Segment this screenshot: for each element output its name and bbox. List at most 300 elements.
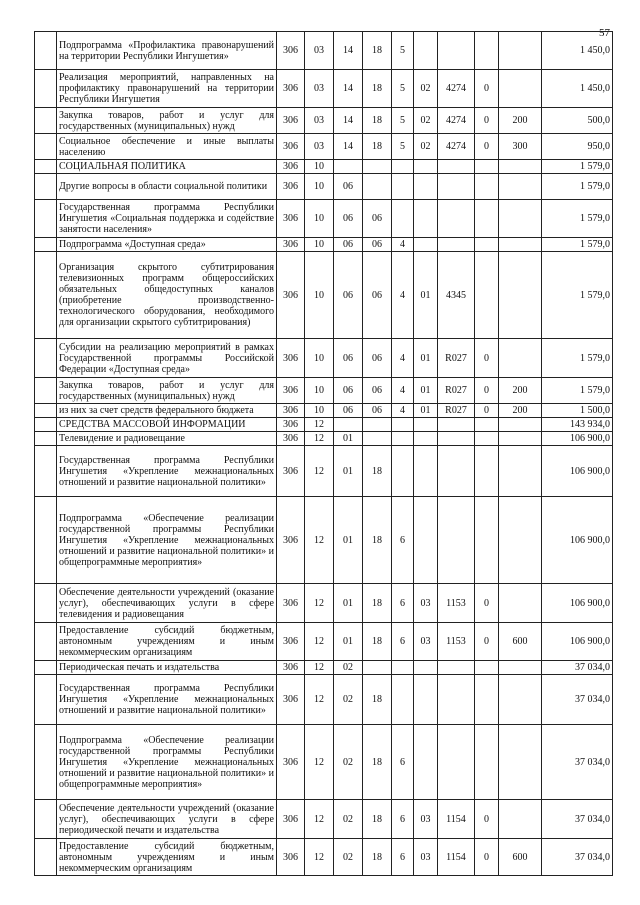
cell-sum: 37 034,0 (542, 661, 613, 675)
cell-pp: 5 (392, 70, 414, 108)
cell-vr (499, 339, 542, 378)
cell-pr: 02 (334, 800, 363, 839)
cell-vr (499, 800, 542, 839)
cell-dir: R027 (438, 378, 475, 404)
cell-vr (499, 160, 542, 174)
cell-ved: 306 (277, 200, 305, 238)
cell-pr: 06 (334, 200, 363, 238)
cell-pr: 01 (334, 623, 363, 661)
row-margin-cell (35, 584, 57, 623)
cell-name: Государственная программа Республики Ингушетия «Укрепление межнациональных отношений и развитие национальной политики» (57, 675, 277, 725)
cell-ved: 306 (277, 839, 305, 876)
cell-idx: 0 (475, 584, 499, 623)
cell-pr: 06 (334, 174, 363, 200)
cell-vr (499, 584, 542, 623)
cell-om: 01 (414, 404, 438, 418)
cell-vr (499, 70, 542, 108)
cell-pp (392, 446, 414, 497)
cell-dir: R027 (438, 339, 475, 378)
cell-vr: 200 (499, 108, 542, 134)
cell-om (414, 200, 438, 238)
cell-dir: 1153 (438, 584, 475, 623)
cell-pp: 4 (392, 238, 414, 252)
row-margin-cell (35, 174, 57, 200)
cell-name: Закупка товаров, работ и услуг для государственных (муниципальных) нужд (57, 108, 277, 134)
cell-dir: R027 (438, 404, 475, 418)
cell-rz: 12 (305, 839, 334, 876)
cell-vr (499, 32, 542, 70)
cell-pp (392, 661, 414, 675)
cell-name: Предоставление субсидий бюджетным, автономным учреждениям и иным некоммерческим организациям (57, 839, 277, 876)
cell-ved: 306 (277, 584, 305, 623)
cell-pr: 06 (334, 339, 363, 378)
cell-pp: 6 (392, 497, 414, 584)
cell-pp: 6 (392, 623, 414, 661)
cell-name: Обеспечение деятельности учреждений (оказание услуг), обеспечивающих услуги в сфере телевидения и радиовещания (57, 584, 277, 623)
table-row (35, 623, 613, 661)
cell-ved: 306 (277, 432, 305, 446)
cell-idx: 0 (475, 134, 499, 160)
cell-gp: 18 (363, 32, 392, 70)
cell-ved: 306 (277, 404, 305, 418)
cell-sum: 500,0 (542, 108, 613, 134)
cell-pr: 01 (334, 497, 363, 584)
row-margin-cell (35, 200, 57, 238)
cell-rz: 03 (305, 108, 334, 134)
cell-om (414, 160, 438, 174)
cell-dir: 1154 (438, 800, 475, 839)
row-margin-cell (35, 108, 57, 134)
cell-vr (499, 446, 542, 497)
table-row (35, 404, 613, 418)
cell-rz: 10 (305, 378, 334, 404)
cell-gp: 18 (363, 839, 392, 876)
cell-gp: 18 (363, 108, 392, 134)
cell-gp: 18 (363, 446, 392, 497)
cell-rz: 03 (305, 134, 334, 160)
cell-pr: 01 (334, 584, 363, 623)
cell-pp: 5 (392, 32, 414, 70)
cell-dir: 4274 (438, 108, 475, 134)
cell-dir (438, 418, 475, 432)
row-margin-cell (35, 378, 57, 404)
cell-dir (438, 200, 475, 238)
cell-dir (438, 725, 475, 800)
cell-pp: 6 (392, 800, 414, 839)
cell-om: 02 (414, 70, 438, 108)
cell-sum: 37 034,0 (542, 800, 613, 839)
cell-pp: 6 (392, 584, 414, 623)
cell-rz: 12 (305, 800, 334, 839)
cell-dir (438, 160, 475, 174)
cell-sum: 950,0 (542, 134, 613, 160)
cell-pp (392, 160, 414, 174)
cell-name: Государственная программа Республики Ингушетия «Укрепление межнациональных отношений и развитие национальной политики» (57, 446, 277, 497)
cell-om: 03 (414, 584, 438, 623)
cell-idx (475, 32, 499, 70)
cell-sum: 106 900,0 (542, 584, 613, 623)
cell-name: Субсидии на реализацию мероприятий в рамках Государственной программы Российской Федерации «Доступная среда» (57, 339, 277, 378)
cell-pp (392, 432, 414, 446)
cell-pp: 5 (392, 134, 414, 160)
cell-idx: 0 (475, 404, 499, 418)
cell-vr (499, 200, 542, 238)
cell-om (414, 238, 438, 252)
cell-om: 01 (414, 339, 438, 378)
cell-om (414, 446, 438, 497)
cell-rz: 10 (305, 252, 334, 339)
cell-ved: 306 (277, 238, 305, 252)
cell-name: из них за счет средств федерального бюджета (57, 404, 277, 418)
cell-sum: 37 034,0 (542, 725, 613, 800)
cell-gp: 06 (363, 252, 392, 339)
cell-idx (475, 200, 499, 238)
cell-pr: 02 (334, 725, 363, 800)
cell-pp: 4 (392, 378, 414, 404)
row-margin-cell (35, 160, 57, 174)
cell-idx (475, 252, 499, 339)
cell-sum: 1 579,0 (542, 160, 613, 174)
table-row (35, 800, 613, 839)
cell-vr: 300 (499, 134, 542, 160)
cell-idx (475, 174, 499, 200)
cell-ved: 306 (277, 108, 305, 134)
cell-gp: 18 (363, 584, 392, 623)
table-row (35, 238, 613, 252)
cell-sum: 1 579,0 (542, 238, 613, 252)
cell-gp: 18 (363, 675, 392, 725)
row-margin-cell (35, 134, 57, 160)
cell-ved: 306 (277, 160, 305, 174)
table-row (35, 339, 613, 378)
cell-ved: 306 (277, 70, 305, 108)
cell-vr (499, 252, 542, 339)
row-margin-cell (35, 418, 57, 432)
cell-idx (475, 238, 499, 252)
cell-rz: 10 (305, 160, 334, 174)
cell-name: Телевидение и радиовещание (57, 432, 277, 446)
cell-om (414, 661, 438, 675)
row-margin-cell (35, 432, 57, 446)
cell-dir: 1153 (438, 623, 475, 661)
page-number: 57 (599, 27, 610, 39)
cell-rz: 03 (305, 70, 334, 108)
table-row (35, 725, 613, 800)
cell-pr (334, 160, 363, 174)
cell-sum: 1 579,0 (542, 339, 613, 378)
row-margin-cell (35, 661, 57, 675)
row-margin-cell (35, 70, 57, 108)
cell-vr: 200 (499, 378, 542, 404)
cell-om: 01 (414, 252, 438, 339)
cell-idx (475, 661, 499, 675)
cell-pp: 4 (392, 404, 414, 418)
cell-pr (334, 418, 363, 432)
cell-name: Подпрограмма «Доступная среда» (57, 238, 277, 252)
cell-idx: 0 (475, 70, 499, 108)
table-row (35, 160, 613, 174)
table-row (35, 432, 613, 446)
cell-vr: 600 (499, 839, 542, 876)
cell-pp: 6 (392, 725, 414, 800)
cell-gp: 18 (363, 134, 392, 160)
cell-vr (499, 418, 542, 432)
table-row (35, 108, 613, 134)
row-margin-cell (35, 404, 57, 418)
cell-sum: 106 900,0 (542, 446, 613, 497)
cell-idx: 0 (475, 339, 499, 378)
cell-ved: 306 (277, 339, 305, 378)
cell-name: Организация скрытого субтитрирования телевизионных программ общероссийских обязательных общедоступных каналов (приобретение производственно-технологического оборудования, необходимого для организации скрытого субтитрирования) (57, 252, 277, 339)
cell-rz: 10 (305, 404, 334, 418)
cell-pr: 14 (334, 134, 363, 160)
cell-rz: 03 (305, 32, 334, 70)
cell-idx (475, 725, 499, 800)
cell-dir: 1154 (438, 839, 475, 876)
cell-gp (363, 174, 392, 200)
cell-idx (475, 418, 499, 432)
cell-name: Социальное обеспечение и иные выплаты населению (57, 134, 277, 160)
cell-dir: 4274 (438, 70, 475, 108)
cell-rz: 10 (305, 174, 334, 200)
cell-sum: 1 579,0 (542, 252, 613, 339)
cell-dir (438, 661, 475, 675)
cell-gp (363, 661, 392, 675)
cell-vr (499, 497, 542, 584)
cell-pr: 06 (334, 404, 363, 418)
cell-ved: 306 (277, 446, 305, 497)
table-row (35, 200, 613, 238)
cell-pr: 02 (334, 675, 363, 725)
cell-rz: 12 (305, 432, 334, 446)
cell-gp: 18 (363, 623, 392, 661)
cell-vr (499, 432, 542, 446)
cell-pp: 5 (392, 108, 414, 134)
cell-om (414, 497, 438, 584)
cell-om (414, 432, 438, 446)
cell-idx (475, 446, 499, 497)
cell-gp: 06 (363, 339, 392, 378)
cell-rz: 10 (305, 238, 334, 252)
cell-ved: 306 (277, 675, 305, 725)
table-row (35, 839, 613, 876)
cell-rz: 12 (305, 661, 334, 675)
cell-ved: 306 (277, 623, 305, 661)
cell-sum: 37 034,0 (542, 675, 613, 725)
cell-om (414, 32, 438, 70)
cell-idx (475, 497, 499, 584)
cell-name: Другие вопросы в области социальной политики (57, 174, 277, 200)
cell-name: Закупка товаров, работ и услуг для государственных (муниципальных) нужд (57, 378, 277, 404)
cell-ved: 306 (277, 134, 305, 160)
table-row (35, 584, 613, 623)
cell-vr: 200 (499, 404, 542, 418)
table-row (35, 661, 613, 675)
table-row (35, 252, 613, 339)
row-margin-cell (35, 238, 57, 252)
table-row (35, 32, 613, 70)
cell-gp: 18 (363, 800, 392, 839)
cell-om: 03 (414, 623, 438, 661)
cell-dir (438, 497, 475, 584)
cell-pp (392, 174, 414, 200)
cell-gp: 18 (363, 497, 392, 584)
row-margin-cell (35, 446, 57, 497)
cell-idx (475, 432, 499, 446)
cell-name: Подпрограмма «Обеспечение реализации государственной программы Республики Ингушетия «Укрепление межнациональных отношений и развитие национальной политики» и общепрограммные мероприятия» (57, 725, 277, 800)
cell-dir: 4345 (438, 252, 475, 339)
cell-name: Реализация мероприятий, направленных на профилактику правонарушений на территории Республики Ингушетия (57, 70, 277, 108)
cell-gp: 06 (363, 404, 392, 418)
cell-ved: 306 (277, 497, 305, 584)
cell-pp: 4 (392, 339, 414, 378)
cell-pr: 14 (334, 32, 363, 70)
cell-om (414, 675, 438, 725)
cell-rz: 12 (305, 446, 334, 497)
row-margin-cell (35, 497, 57, 584)
cell-pp: 6 (392, 839, 414, 876)
cell-pr: 14 (334, 108, 363, 134)
cell-idx (475, 675, 499, 725)
cell-dir (438, 238, 475, 252)
table-row (35, 70, 613, 108)
cell-name: СОЦИАЛЬНАЯ ПОЛИТИКА (57, 160, 277, 174)
row-margin-cell (35, 252, 57, 339)
cell-pp (392, 418, 414, 432)
cell-om (414, 725, 438, 800)
row-margin-cell (35, 800, 57, 839)
cell-idx: 0 (475, 800, 499, 839)
cell-gp: 06 (363, 378, 392, 404)
cell-sum: 1 579,0 (542, 174, 613, 200)
cell-name: Периодическая печать и издательства (57, 661, 277, 675)
cell-ved: 306 (277, 661, 305, 675)
cell-vr (499, 675, 542, 725)
table-row (35, 378, 613, 404)
cell-om (414, 418, 438, 432)
cell-ved: 306 (277, 174, 305, 200)
row-margin-cell (35, 725, 57, 800)
row-margin-cell (35, 839, 57, 876)
table-row (35, 134, 613, 160)
cell-vr (499, 238, 542, 252)
budget-table (34, 31, 613, 876)
cell-ved: 306 (277, 725, 305, 800)
cell-gp: 06 (363, 238, 392, 252)
cell-name: СРЕДСТВА МАССОВОЙ ИНФОРМАЦИИ (57, 418, 277, 432)
row-margin-cell (35, 623, 57, 661)
cell-name: Подпрограмма «Профилактика правонарушений на территории Республики Ингушетия» (57, 32, 277, 70)
table-row (35, 174, 613, 200)
cell-sum: 106 900,0 (542, 497, 613, 584)
cell-name: Подпрограмма «Обеспечение реализации государственной программы Республики Ингушетия «Укрепление межнациональных отношений и развитие национальной политики» и общепрограммные мероприятия» (57, 497, 277, 584)
cell-rz: 12 (305, 584, 334, 623)
cell-sum: 1 450,0 (542, 32, 613, 70)
cell-pp: 4 (392, 252, 414, 339)
cell-ved: 306 (277, 800, 305, 839)
cell-rz: 12 (305, 623, 334, 661)
cell-sum: 1 450,0 (542, 70, 613, 108)
cell-om: 03 (414, 839, 438, 876)
cell-sum: 1 579,0 (542, 378, 613, 404)
cell-ved: 306 (277, 32, 305, 70)
cell-ved: 306 (277, 418, 305, 432)
cell-pr: 06 (334, 238, 363, 252)
cell-pr: 01 (334, 432, 363, 446)
table-row (35, 418, 613, 432)
cell-ved: 306 (277, 378, 305, 404)
cell-rz: 12 (305, 418, 334, 432)
cell-sum: 37 034,0 (542, 839, 613, 876)
cell-om: 01 (414, 378, 438, 404)
cell-dir (438, 446, 475, 497)
cell-pr: 06 (334, 252, 363, 339)
cell-pp (392, 200, 414, 238)
cell-idx (475, 160, 499, 174)
cell-sum: 106 900,0 (542, 432, 613, 446)
cell-dir (438, 432, 475, 446)
cell-rz: 12 (305, 675, 334, 725)
table-row (35, 675, 613, 725)
cell-gp (363, 418, 392, 432)
cell-vr (499, 661, 542, 675)
cell-idx: 0 (475, 623, 499, 661)
cell-dir: 4274 (438, 134, 475, 160)
cell-pr: 02 (334, 839, 363, 876)
cell-sum: 143 934,0 (542, 418, 613, 432)
cell-name: Предоставление субсидий бюджетным, автономным учреждениям и иным некоммерческим организациям (57, 623, 277, 661)
cell-sum: 1 500,0 (542, 404, 613, 418)
cell-rz: 12 (305, 497, 334, 584)
cell-name: Государственная программа Республики Ингушетия «Социальная поддержка и содействие занятости населения» (57, 200, 277, 238)
cell-pr: 01 (334, 446, 363, 497)
cell-om: 02 (414, 108, 438, 134)
cell-sum: 1 579,0 (542, 200, 613, 238)
cell-gp (363, 160, 392, 174)
cell-vr: 600 (499, 623, 542, 661)
cell-sum: 106 900,0 (542, 623, 613, 661)
cell-pr: 02 (334, 661, 363, 675)
cell-om: 03 (414, 800, 438, 839)
cell-gp: 18 (363, 725, 392, 800)
cell-name: Обеспечение деятельности учреждений (оказание услуг), обеспечивающих услуги в сфере периодической печати и издательства (57, 800, 277, 839)
cell-dir (438, 32, 475, 70)
cell-ved: 306 (277, 252, 305, 339)
cell-pr: 14 (334, 70, 363, 108)
cell-gp: 18 (363, 70, 392, 108)
cell-dir (438, 174, 475, 200)
cell-rz: 10 (305, 200, 334, 238)
table-row (35, 446, 613, 497)
cell-idx: 0 (475, 108, 499, 134)
cell-idx: 0 (475, 378, 499, 404)
cell-vr (499, 725, 542, 800)
cell-om: 02 (414, 134, 438, 160)
row-margin-cell (35, 675, 57, 725)
row-margin-cell (35, 32, 57, 70)
cell-pr: 06 (334, 378, 363, 404)
cell-gp (363, 432, 392, 446)
cell-om (414, 174, 438, 200)
cell-dir (438, 675, 475, 725)
cell-gp: 06 (363, 200, 392, 238)
cell-rz: 10 (305, 339, 334, 378)
cell-rz: 12 (305, 725, 334, 800)
cell-idx: 0 (475, 839, 499, 876)
cell-pp (392, 675, 414, 725)
cell-vr (499, 174, 542, 200)
table-row (35, 497, 613, 584)
